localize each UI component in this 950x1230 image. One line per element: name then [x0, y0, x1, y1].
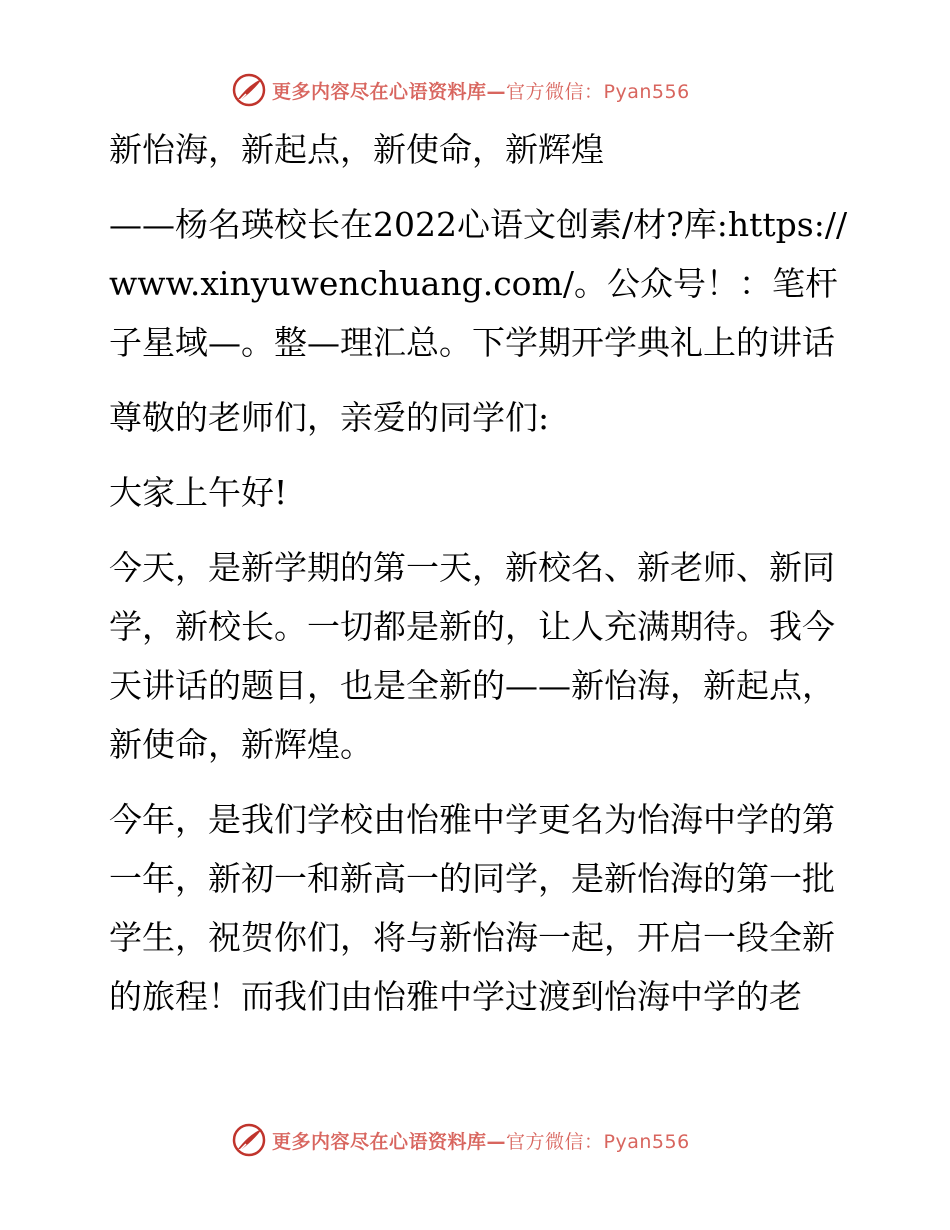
quill-logo-icon: [232, 1123, 266, 1157]
header-banner: [232, 70, 690, 110]
document-subtitle: ——杨名瑛校长在2022心语文创素/材?库:https://www.xinyuwenchuang.com/。公众号！：笔杆子星域—。整—理汇总。下学期开学典礼上的讲话: [109, 205, 848, 362]
greeting: 大家上午好!: [109, 473, 288, 512]
banner-text: [272, 1127, 690, 1154]
banner-text: [272, 77, 690, 104]
document-body: [97, 120, 857, 1026]
paragraph-1: 今天，是新学期的第一天，新校名、新老师、新同学，新校长。一切都是新的，让人充满期待。我今天讲话的题目，也是全新的——新怡海，新起点，新使命，新辉煌。: [109, 548, 835, 764]
banner-site-text: 更多内容尽在心语资料库—: [272, 1130, 507, 1153]
salutation: 尊敬的老师们，亲爱的同学们:: [109, 398, 550, 437]
footer-banner: [232, 1120, 690, 1160]
document-title: 新怡海，新起点，新使命，新辉煌: [109, 130, 604, 169]
paragraph-2: 今年，是我们学校由怡雅中学更名为怡海中学的第一年，新初一和新高一的同学，是新怡海的第一批学生，祝贺你们，将与新怡海一起，开启一段全新的旅程！而我们由怡雅中学过渡到怡海中学的老: [109, 800, 835, 1016]
banner-contact-text: 官方微信：Pyan556: [506, 80, 690, 103]
banner-contact-text: 官方微信：Pyan556: [506, 1130, 690, 1153]
quill-logo-icon: [232, 73, 266, 107]
banner-site-text: 更多内容尽在心语资料库—: [272, 80, 507, 103]
